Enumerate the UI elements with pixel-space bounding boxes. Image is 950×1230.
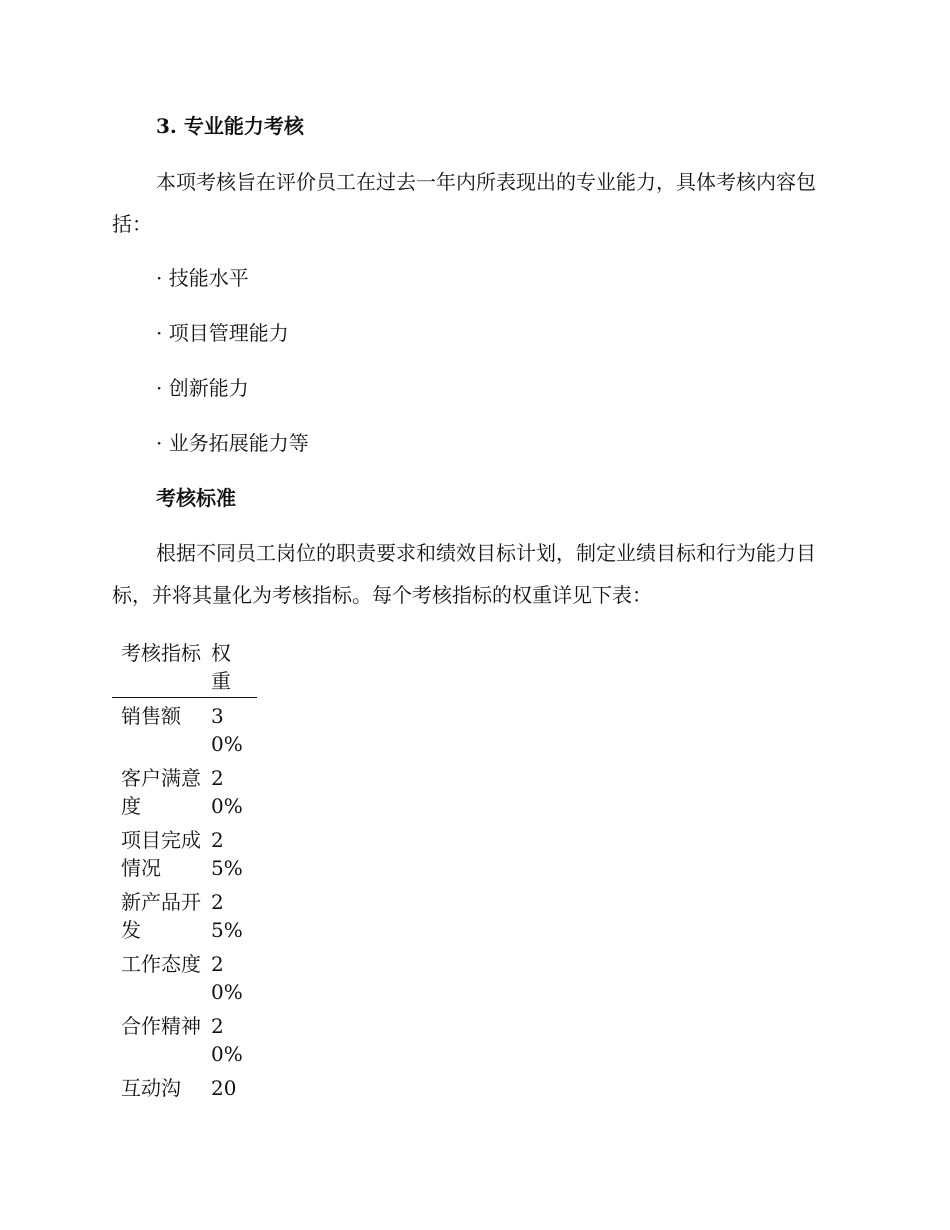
table-row [112,1070,257,1104]
table-cell-weight: 20% [211,766,243,818]
section-title: 3. 专业能力考核 [156,114,304,138]
standards-text: 根据不同员工岗位的职责要求和绩效目标计划，制定业绩目标和行为能力目标，并将其量化为考核指标。每个考核指标的权重详见下表： [112,541,816,607]
table-row [112,698,257,760]
bullet-item: · 项目管理能力 [156,321,289,345]
table-header-row [112,637,257,698]
table-cell-weight: 25% [211,890,243,942]
bullet-item: · 创新能力 [156,376,249,400]
table-cell-weight: 30% [211,704,243,756]
table-cell-indicator: 新产品开发 [121,890,201,942]
section-intro: 本项考核旨在评价员工在过去一年内所表现出的专业能力，具体考核内容包括： [112,170,816,236]
table-row [112,884,257,946]
bullet-item: · 业务拓展能力等 [156,431,309,455]
table-header-weight: 权重 [211,641,231,693]
table-cell-weight: 20% [211,952,243,1004]
table-row [112,822,257,884]
table-cell-indicator: 互动沟 [121,1076,181,1100]
standards-title: 考核标准 [156,486,236,510]
table-row [112,946,257,1008]
table-cell-indicator: 客户满意度 [121,766,201,818]
table-cell-indicator: 工作态度 [121,952,201,976]
table-cell-weight: 20 [211,1076,237,1100]
table-cell-weight: 25% [211,828,243,880]
table-row [112,1008,257,1070]
table-row [112,760,257,822]
table-cell-indicator: 销售额 [121,704,181,728]
table-cell-indicator: 项目完成情况 [121,828,201,880]
bullet-item: · 技能水平 [156,266,249,290]
table-header-indicator: 考核指标 [121,641,201,665]
table-cell-indicator: 合作精神 [121,1014,201,1038]
table-cell-weight: 20% [211,1014,243,1066]
weight-table [112,637,257,1104]
